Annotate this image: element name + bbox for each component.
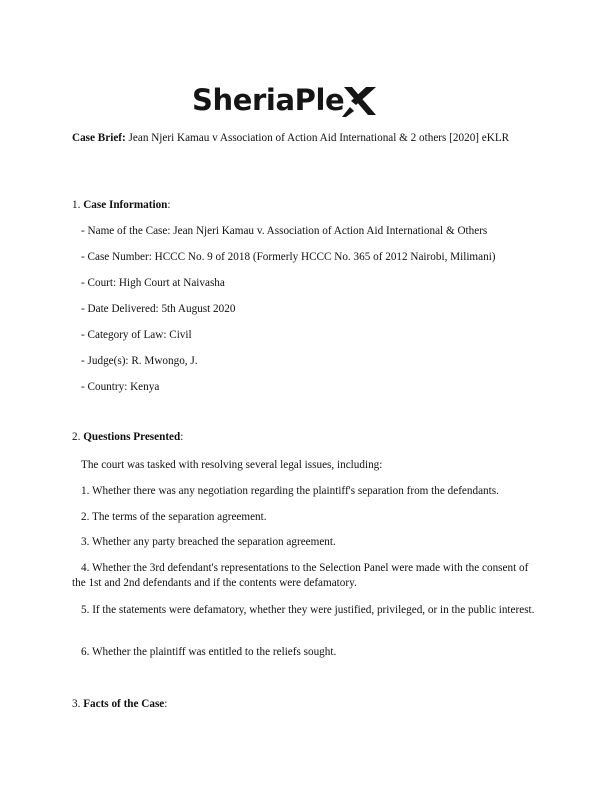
case-info-judges: - Judge(s): R. Mwongo, J. — [81, 355, 198, 367]
section-title: Questions Presented — [83, 431, 181, 443]
question-item: 6. Whether the plaintiff was entitled to the reliefs sought. — [81, 646, 337, 658]
case-brief-title: Jean Njeri Kamau v Association of Action Aid International & 2 others [2020] eKLR — [125, 132, 510, 144]
case-info-country: - Country: Kenya — [81, 381, 160, 393]
section-number: 1. — [72, 199, 84, 211]
section-title: Facts of the Case — [83, 698, 165, 710]
section-colon: : — [180, 431, 184, 443]
sheriaplex-logo — [192, 80, 378, 120]
section-colon: : — [167, 199, 171, 211]
section-heading-questions-presented — [72, 430, 542, 445]
section-number: 3. — [72, 698, 84, 710]
questions-intro: The court was tasked with resolving several legal issues, including: — [81, 459, 383, 471]
logo-text: SheriaPle — [192, 82, 345, 117]
case-info-court: - Court: High Court at Naivasha — [81, 277, 225, 289]
x-mark-logo-icon — [342, 83, 378, 119]
section-colon: : — [164, 698, 168, 710]
question-item: 2. The terms of the separation agreement. — [81, 511, 267, 523]
section-number: 2. — [72, 431, 84, 443]
section-heading-case-information — [72, 198, 542, 213]
section-heading-facts — [72, 697, 542, 712]
case-info-number: - Case Number: HCCC No. 9 of 2018 (Formerly HCCC No. 365 of 2012 Nairobi, Milimani) — [81, 251, 496, 263]
question-item: 3. Whether any party breached the separation agreement. — [81, 536, 336, 548]
question-item: 4. Whether the 3rd defendant's representations to the Selection Panel were made with the consent of the 1st and 2nd defendants and if the contents were defamatory. — [72, 562, 529, 589]
question-item: 5. If the statements were defamatory, whether they were justified, privileged, or in the public interest. — [81, 604, 535, 616]
section-title: Case Information — [83, 199, 168, 211]
case-info-name: - Name of the Case: Jean Njeri Kamau v. Association of Action Aid International & Others — [81, 225, 488, 237]
case-info-date: - Date Delivered: 5th August 2020 — [81, 303, 236, 315]
case-info-category: - Category of Law: Civil — [81, 329, 192, 341]
case-brief-heading — [72, 131, 542, 146]
case-brief-label: Case Brief: — [72, 132, 126, 144]
question-item: 1. Whether there was any negotiation regarding the plaintiff's separation from the defendants. — [81, 485, 499, 497]
